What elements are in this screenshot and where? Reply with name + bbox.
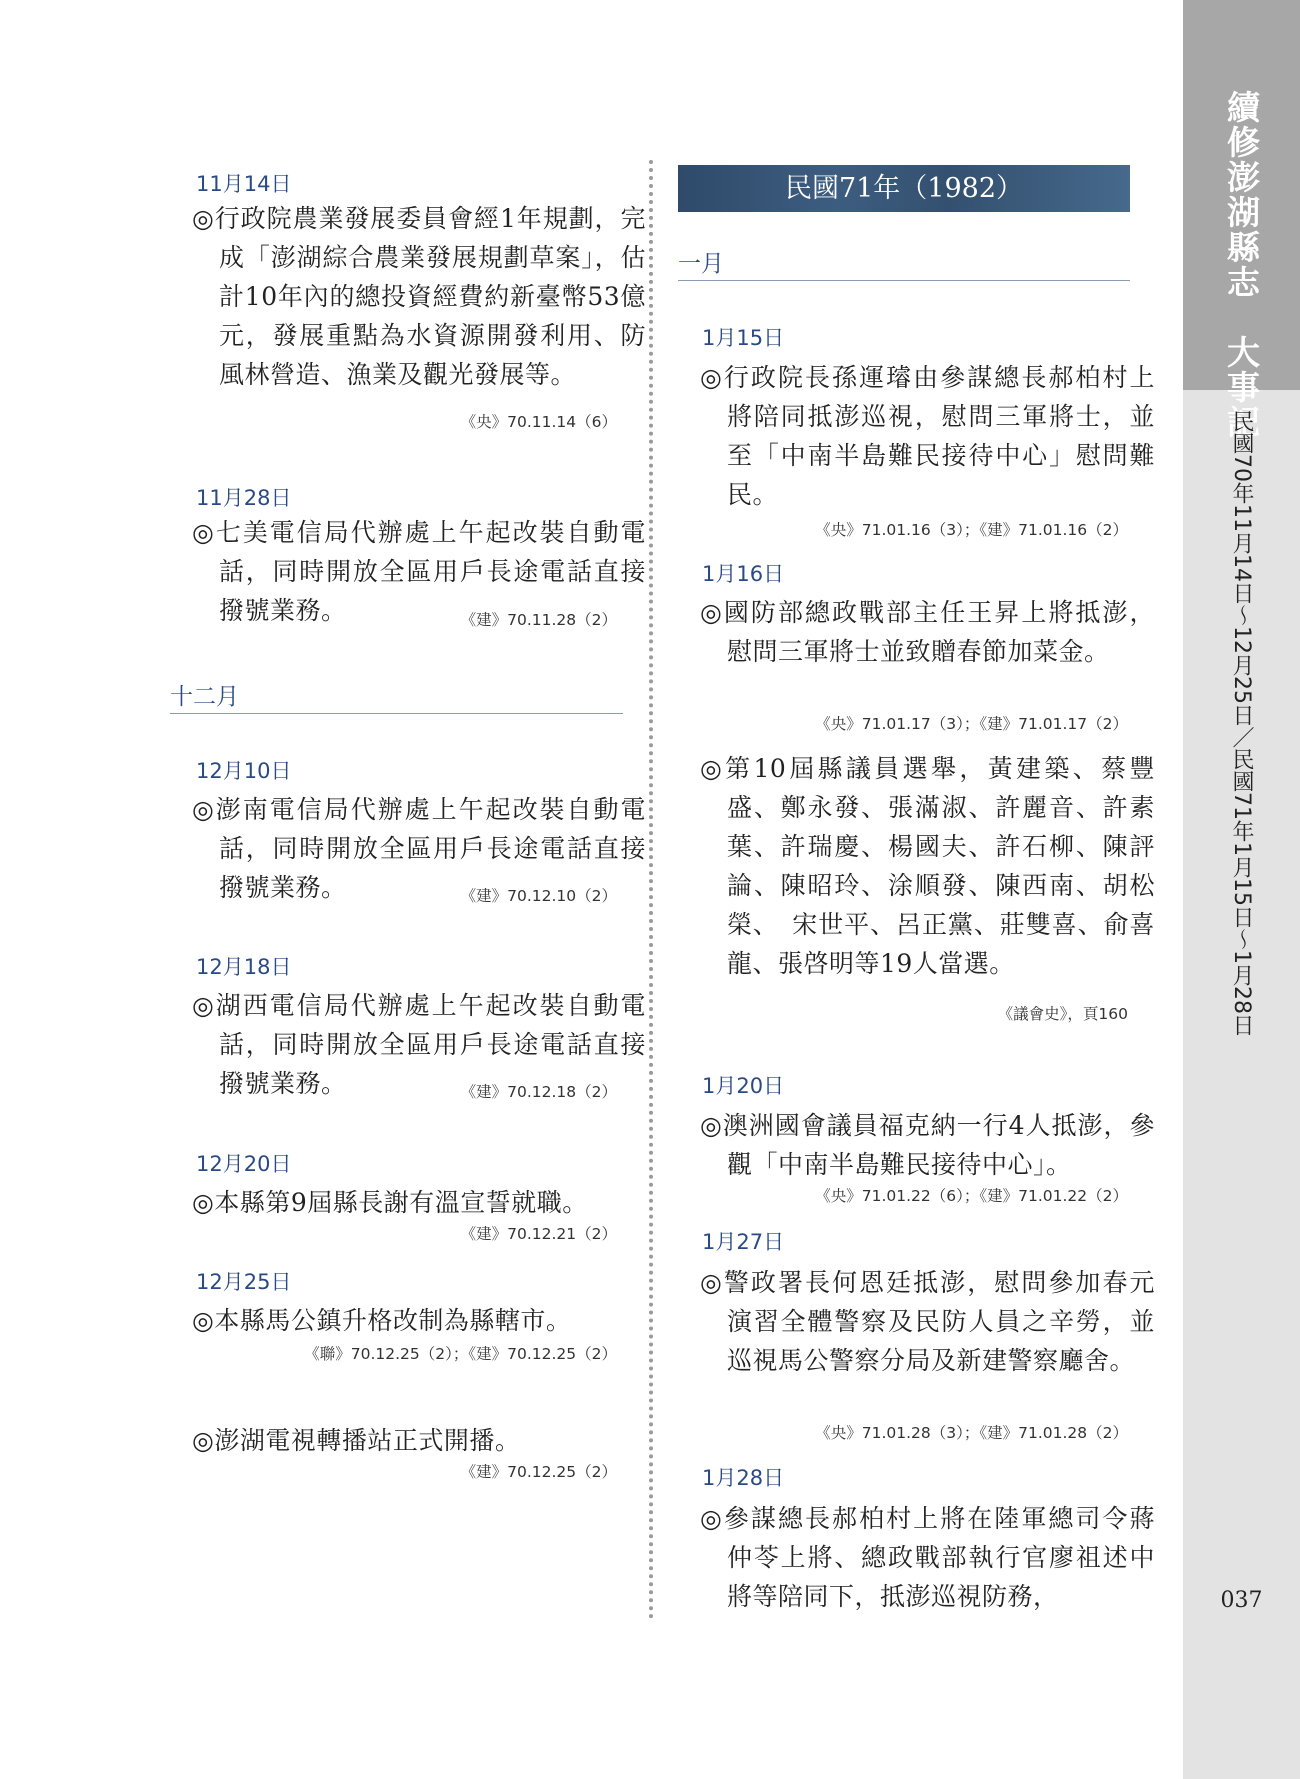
entry-text: ◎澎湖電視轉播站正式開播。 xyxy=(192,1426,521,1455)
entry-text: ◎澎南電信局代辦處上午起改裝自動電話，同時開放全區用戶長途電話直接撥號業務。 xyxy=(192,795,646,902)
entry-source: 《建》70.12.18（2） xyxy=(460,1083,617,1101)
entry-date: 1月16日 xyxy=(702,562,785,586)
entry-source: 《聯》70.12.25（2）；《建》70.12.25（2） xyxy=(304,1345,617,1363)
entry-date: 12月20日 xyxy=(196,1152,292,1176)
month-heading: 十二月 xyxy=(170,678,623,714)
entry-source: 《央》71.01.16（3）；《建》71.01.16（2） xyxy=(815,521,1128,539)
entry-text: ◎參謀總長郝柏村上將在陸軍總司令蔣仲苓上將、總政戰部執行官廖祖述中將等陪同下，抵澎巡視防務， xyxy=(700,1504,1155,1611)
entry-text: ◎國防部總政戰部主任王昇上將抵澎，慰問三軍將士並致贈春節加菜金。 xyxy=(700,598,1155,666)
entry-source: 《議會史》，頁160 xyxy=(997,1005,1128,1023)
entry-source: 《央》71.01.28（3）；《建》71.01.28（2） xyxy=(815,1424,1128,1442)
page-number: 037 xyxy=(1220,1588,1263,1613)
entry-text: ◎七美電信局代辦處上午起改裝自動電話，同時開放全區用戶長途電話直接撥號業務。 xyxy=(192,518,646,625)
entry-text: ◎湖西電信局代辦處上午起改裝自動電話，同時開放全區用戶長途電話直接撥號業務。 xyxy=(192,991,646,1098)
entry-text: ◎澳洲國會議員福克納一行4人抵澎，參觀「中南半島難民接待中心」。 xyxy=(700,1111,1155,1179)
entry-date: 1月20日 xyxy=(702,1074,785,1098)
entry-source: 《建》70.12.21（2） xyxy=(460,1225,617,1243)
column-divider xyxy=(649,160,653,1620)
entry-date: 12月10日 xyxy=(196,759,292,783)
year-banner: 民國71年（1982） xyxy=(678,165,1130,212)
entry-date: 12月18日 xyxy=(196,955,292,979)
entry-source: 《建》70.12.25（2） xyxy=(460,1463,617,1481)
entry-date: 1月27日 xyxy=(702,1230,785,1254)
date-range: 民國70年11月14日～12月25日／民國71年1月15日～1月28日 xyxy=(1229,410,1254,1036)
entry-date: 1月28日 xyxy=(702,1466,785,1490)
entry-source: 《建》70.11.28（2） xyxy=(460,611,617,629)
entry-source: 《央》71.01.17（3）；《建》71.01.17（2） xyxy=(815,715,1128,733)
entry-source: 《央》71.01.22（6）；《建》71.01.22（2） xyxy=(815,1187,1128,1205)
entry-text: ◎本縣第9屆縣長謝有溫宣誓就職。 xyxy=(192,1188,588,1217)
entry-source: 《建》70.12.10（2） xyxy=(460,887,617,905)
entry-text: ◎行政院農業發展委員會經1年規劃，完成「澎湖綜合農業發展規劃草案」，估計10年內的總投資經費約新臺幣53億元，發展重點為水資源開發利用、防風林營造、漁業及觀光發展等。 xyxy=(192,204,646,389)
side-tab xyxy=(1183,0,1300,1779)
entry-date: 11月14日 xyxy=(196,172,292,196)
book-title: 續修澎湖縣志 大事記 xyxy=(1222,90,1261,440)
month-heading: 一月 xyxy=(678,245,1130,281)
entry-text: ◎本縣馬公鎮升格改制為縣轄市。 xyxy=(192,1306,572,1335)
entry-text: ◎警政署長何恩廷抵澎，慰問參加春元演習全體警察及民防人員之辛勞，並巡視馬公警察分局及新建警察廳舍。 xyxy=(700,1268,1155,1375)
entry-text: ◎第10屆縣議員選舉，黃建築、蔡豐盛、鄭永發、張滿淑、許麗音、許素葉、許瑞慶、楊國夫、許石柳、陳評論、陳昭玲、涂順發、陳西南、胡松榮、 宋世平、呂正黨、莊雙喜、俞喜龍、張啓明等19人當選。 xyxy=(700,754,1155,978)
entry-text: ◎行政院長孫運璿由參謀總長郝柏村上將陪同抵澎巡視，慰問三軍將士，並至「中南半島難民接待中心」慰問難民。 xyxy=(700,363,1155,509)
entry-date: 11月28日 xyxy=(196,486,292,510)
entry-date: 12月25日 xyxy=(196,1270,292,1294)
entry-date: 1月15日 xyxy=(702,326,785,350)
entry-source: 《央》70.11.14（6） xyxy=(460,413,617,431)
